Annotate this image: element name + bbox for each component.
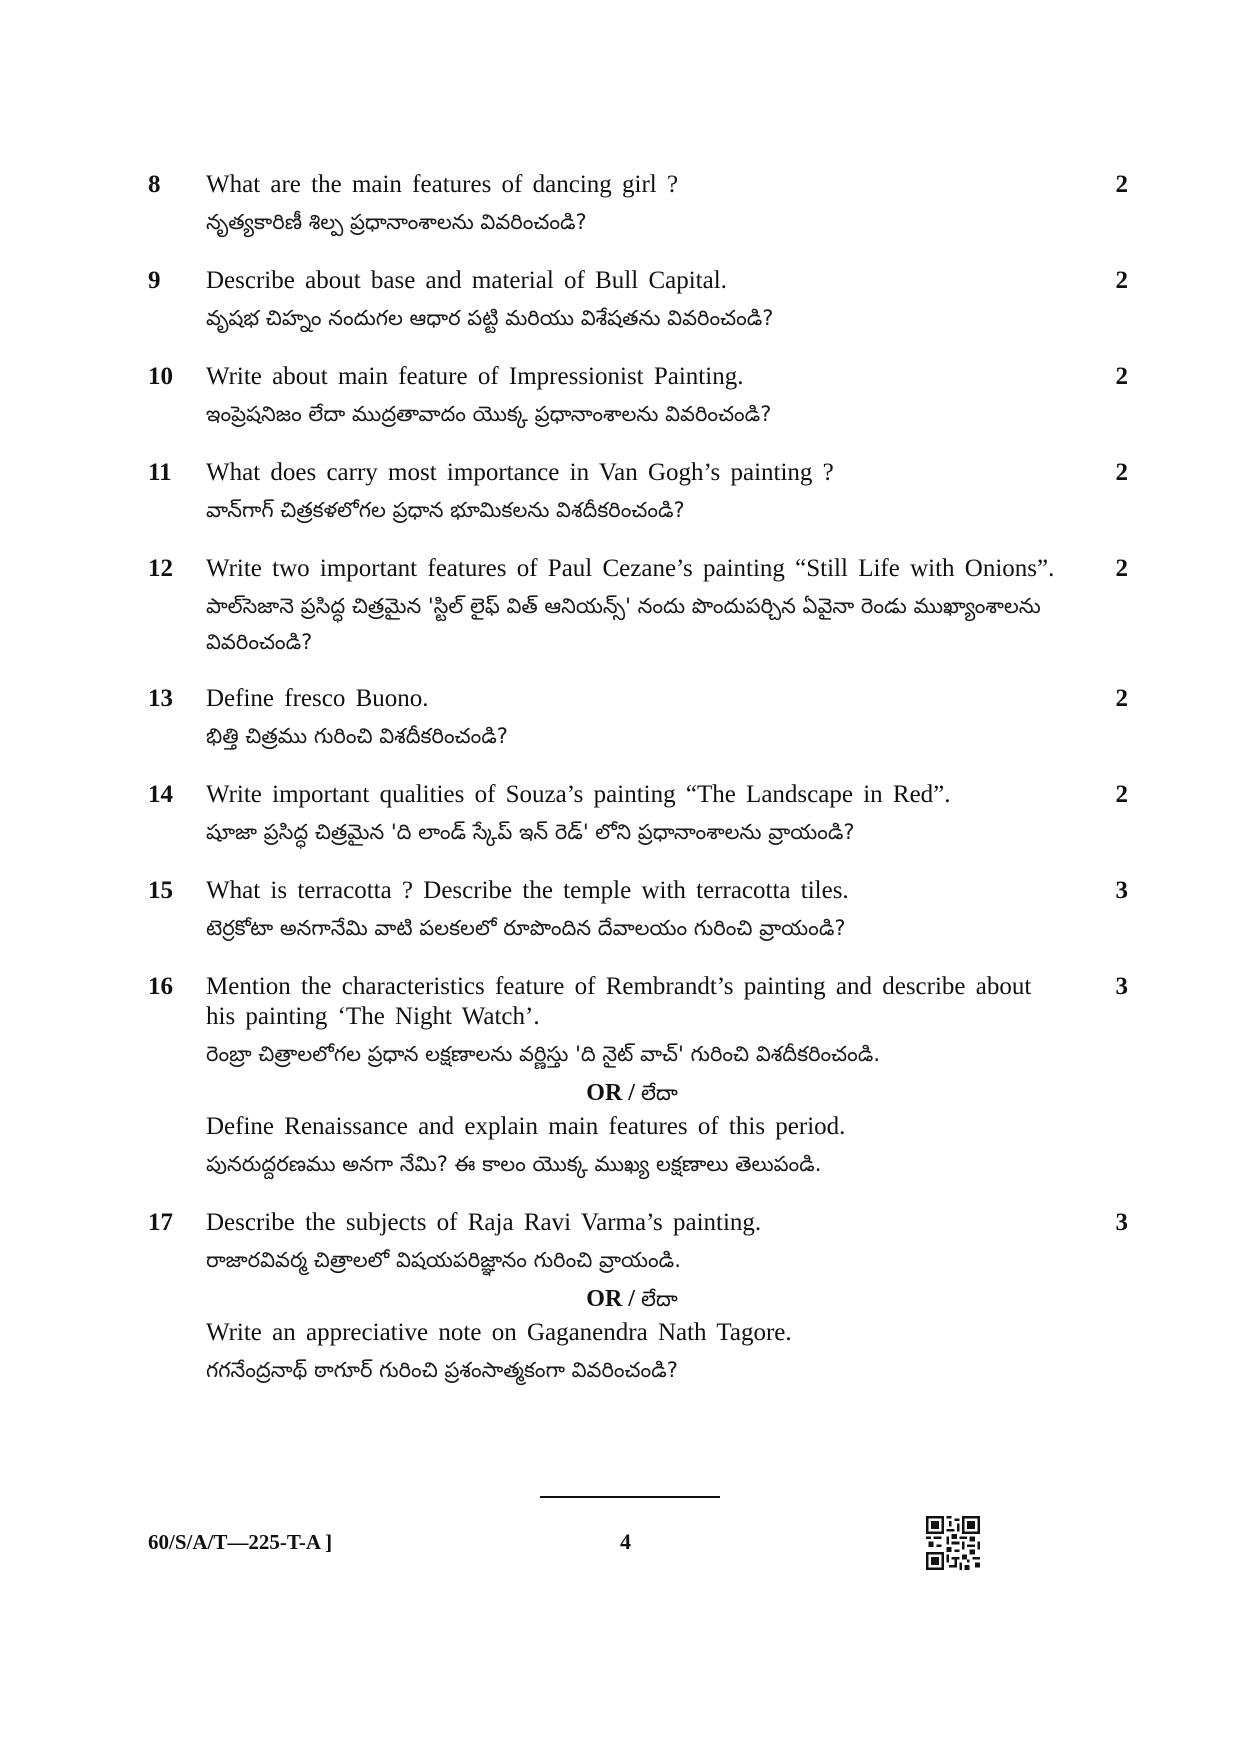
question-marks: 3 bbox=[1115, 973, 1128, 1000]
end-of-page-rule bbox=[540, 1496, 720, 1498]
question-number: 8 bbox=[148, 171, 161, 198]
alternative-question-english: Write an appreciative note on Gaganendra Nath Tagore. bbox=[206, 1319, 792, 1346]
question-marks: 2 bbox=[1115, 267, 1128, 294]
qr-code-icon bbox=[926, 1516, 980, 1570]
question-text-telugu: పాల్‌సెజానె ప్రసిద్ధ చిత్రమైన 'స్టిల్ లైఫ్ విత్ ఆనియన్స్' నందు పొందుపర్చిన ఏవైనా రెండు ముఖ్యాంశాలను వివరించండి? bbox=[206, 594, 1041, 654]
question-text-english: Define fresco Buono. bbox=[206, 685, 429, 712]
or-separator: / bbox=[628, 1286, 641, 1312]
question-number: 12 bbox=[148, 555, 173, 582]
question-marks: 2 bbox=[1115, 685, 1128, 712]
question-text-telugu: భిత్తి చిత్రము గురించి విశదీకరించండి? bbox=[206, 724, 508, 748]
question-text-english: Write two important features of Paul Cezane’s painting “Still Life with Onions”. bbox=[206, 555, 1055, 582]
question-number: 14 bbox=[148, 781, 173, 808]
question-17 bbox=[148, 1208, 1128, 1388]
paper-code: 60/S/A/T—225-T-A ] bbox=[148, 1530, 333, 1554]
question-text-telugu: టెర్రకోటా అనగానేమి వాటి పలకలలో రూపొందిన దేవాలయం గురించి వ్రాయండి? bbox=[206, 916, 846, 940]
question-text-telugu: వాన్‌గాగ్ చిత్రకళలోగల ప్రధాన భూమికలను విశదీకరించండి? bbox=[206, 498, 685, 522]
question-text-english: What does carry most importance in Van Gogh’s painting ? bbox=[206, 459, 834, 486]
question-12 bbox=[148, 554, 1128, 660]
question-text-english: Describe about base and material of Bull Capital. bbox=[206, 267, 727, 294]
or-divider bbox=[206, 1078, 1058, 1108]
question-text-english: What are the main features of dancing girl ? bbox=[206, 171, 679, 198]
question-text-english: Mention the characteristics feature of Rembrandt’s painting and describe about his painting ‘The Night Watch’. bbox=[206, 973, 1032, 1030]
question-text-telugu: షూజా ప్రసిద్ధ చిత్రమైన 'ది లాండ్ స్కేప్ ఇన్ రెడ్' లోని ప్రధానాంశాలను వ్రాయండి? bbox=[206, 820, 855, 844]
question-list bbox=[148, 170, 1128, 1388]
question-text-english: What is terracotta ? Describe the temple with terracotta tiles. bbox=[206, 877, 849, 904]
question-10 bbox=[148, 362, 1128, 432]
or-divider bbox=[206, 1284, 1058, 1314]
question-number: 13 bbox=[148, 685, 173, 712]
question-text-telugu: ఇంప్రెషనిజం లేదా ముద్రతావాదం యొక్క ప్రధానాంశాలను వివరించండి? bbox=[206, 402, 772, 426]
question-text-telugu: వృషభ చిహ్నం నందుగల ఆధార పట్టి మరియు విశేషతను వివరించండి? bbox=[206, 306, 774, 330]
alternative-question-telugu: పునరుద్దరణము అనగా నేమి? ఈ కాలం యొక్క ముఖ్య లక్షణాలు తెలుపండి. bbox=[206, 1152, 822, 1176]
question-marks: 3 bbox=[1115, 877, 1128, 904]
question-number: 10 bbox=[148, 363, 173, 390]
question-number: 15 bbox=[148, 877, 173, 904]
question-text-english: Write important qualities of Souza’s painting “The Landscape in Red”. bbox=[206, 781, 951, 808]
or-label-english: OR bbox=[586, 1286, 623, 1312]
question-8 bbox=[148, 170, 1128, 240]
question-text-english: Write about main feature of Impressionist Painting. bbox=[206, 363, 744, 390]
question-marks: 2 bbox=[1115, 781, 1128, 808]
question-marks: 2 bbox=[1115, 171, 1128, 198]
question-number: 9 bbox=[148, 267, 161, 294]
question-14 bbox=[148, 780, 1128, 850]
alternative-question-english: Define Renaissance and explain main features of this period. bbox=[206, 1113, 846, 1140]
or-label-english: OR bbox=[586, 1080, 623, 1106]
question-text-telugu: రెంబ్రా చిత్రాలలోగల ప్రధాన లక్షణాలను వర్ణిస్తు 'ది నైట్ వాచ్' గురించి విశదీకరించండి. bbox=[206, 1042, 881, 1066]
question-15 bbox=[148, 876, 1128, 946]
question-11 bbox=[148, 458, 1128, 528]
question-marks: 2 bbox=[1115, 555, 1128, 582]
question-marks: 3 bbox=[1115, 1209, 1128, 1236]
or-label-telugu: లేదా bbox=[640, 1287, 678, 1311]
page-number: 4 bbox=[620, 1529, 631, 1554]
question-text-english: Describe the subjects of Raja Ravi Varma’s painting. bbox=[206, 1209, 762, 1236]
alternative-question-telugu: గగనేంద్రనాథ్ ఠాగూర్ గురించి ప్రశంసాత్మకంగా వివరించండి? bbox=[206, 1358, 678, 1382]
question-text-telugu: రాజారవివర్మ చిత్రాలలో విషయపరిజ్ఞానం గురించి వ్రాయండి. bbox=[206, 1248, 681, 1272]
question-9 bbox=[148, 266, 1128, 336]
question-number: 16 bbox=[148, 973, 173, 1000]
question-marks: 2 bbox=[1115, 363, 1128, 390]
question-number: 17 bbox=[148, 1209, 173, 1236]
question-text-telugu: నృత్యకారిణీ శిల్ప ప్రధానాంశాలను వివరించండి? bbox=[206, 210, 587, 234]
or-label-telugu: లేదా bbox=[640, 1081, 678, 1105]
question-marks: 2 bbox=[1115, 459, 1128, 486]
question-16 bbox=[148, 972, 1128, 1182]
question-13 bbox=[148, 684, 1128, 754]
or-separator: / bbox=[628, 1080, 641, 1106]
question-number: 11 bbox=[148, 459, 172, 486]
